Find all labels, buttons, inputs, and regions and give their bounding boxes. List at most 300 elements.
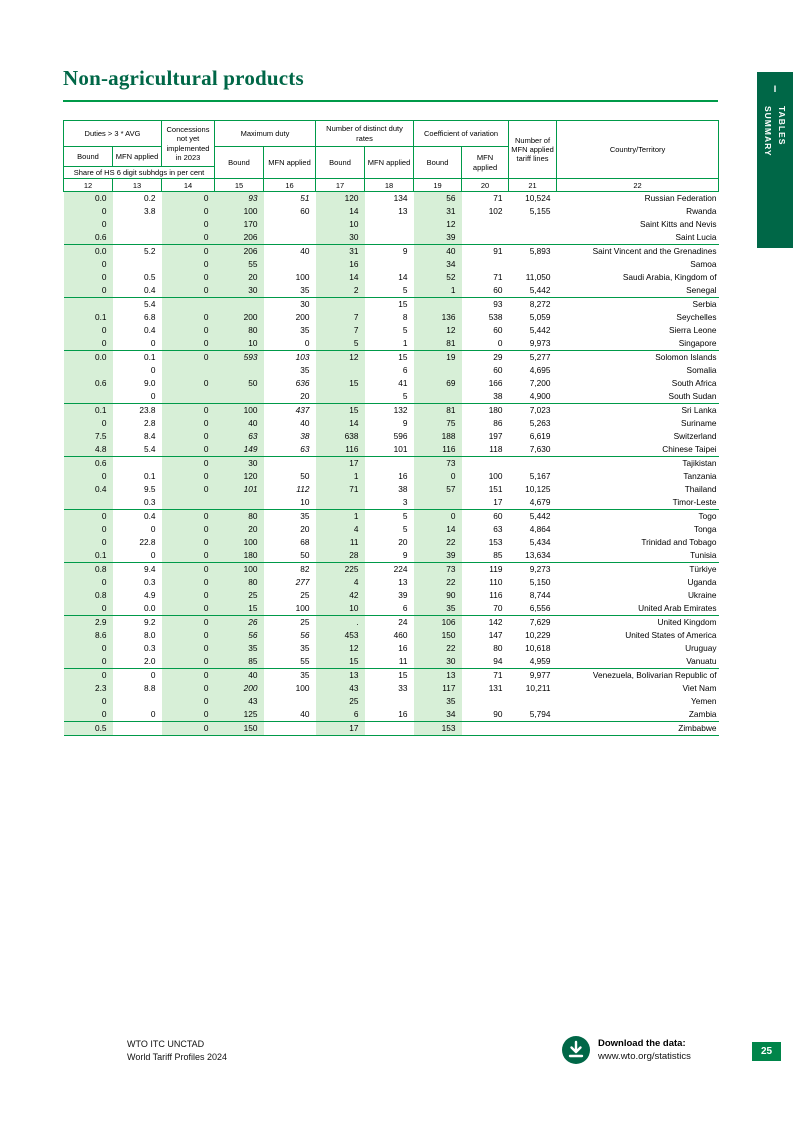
value-cell: 80 bbox=[248, 577, 258, 588]
value-cell: 0 bbox=[203, 193, 209, 204]
value-cell: 2 bbox=[316, 284, 365, 298]
country-cell: Zambia bbox=[557, 708, 719, 722]
column-number: 19 bbox=[414, 179, 462, 192]
value-cell: 55 bbox=[248, 259, 258, 270]
value-cell: 30 bbox=[215, 284, 264, 298]
value-cell: 100 bbox=[243, 405, 258, 416]
value-cell: 42 bbox=[349, 590, 359, 601]
value-cell bbox=[462, 218, 509, 231]
value-cell: 0 bbox=[101, 259, 107, 270]
value-cell: 14 bbox=[398, 272, 408, 283]
value-cell: 0 bbox=[462, 337, 509, 351]
value-cell bbox=[113, 258, 162, 271]
value-cell: 35 bbox=[300, 643, 310, 654]
table-row bbox=[64, 284, 719, 298]
value-cell: 40 bbox=[264, 708, 316, 722]
value-cell bbox=[509, 695, 557, 708]
table-row bbox=[64, 669, 719, 683]
value-cell: 30 bbox=[248, 458, 258, 469]
value-cell bbox=[509, 231, 557, 245]
value-cell: 0 bbox=[101, 577, 107, 588]
value-cell: 91 bbox=[493, 246, 503, 257]
table-row bbox=[64, 298, 719, 312]
table-row bbox=[64, 470, 719, 483]
table-row bbox=[64, 192, 719, 206]
value-cell: 0 bbox=[203, 617, 209, 628]
value-cell: 538 bbox=[488, 312, 503, 323]
country-cell: Togo bbox=[698, 511, 717, 522]
value-cell: 22 bbox=[446, 577, 456, 588]
value-cell: 0 bbox=[203, 643, 209, 654]
value-cell: 0.2 bbox=[143, 193, 156, 204]
value-cell: 6 bbox=[365, 602, 414, 616]
value-cell: 0 bbox=[203, 418, 209, 429]
country-cell: Rwanda bbox=[686, 206, 717, 217]
value-cell bbox=[509, 457, 557, 471]
table-row bbox=[64, 496, 719, 510]
value-cell bbox=[365, 218, 414, 231]
value-cell bbox=[64, 390, 113, 404]
value-cell: 34 bbox=[414, 708, 462, 722]
value-cell: 0 bbox=[203, 246, 209, 257]
value-cell: 52 bbox=[446, 272, 456, 283]
value-cell: 100 bbox=[264, 602, 316, 616]
value-cell: 0.0 bbox=[113, 602, 162, 616]
value-cell: 0.4 bbox=[143, 325, 156, 336]
value-cell bbox=[113, 218, 162, 231]
value-cell: 0 bbox=[162, 708, 215, 722]
value-cell: 437 bbox=[295, 405, 310, 416]
value-cell: 1 bbox=[353, 511, 359, 522]
value-cell: 0 bbox=[101, 537, 107, 548]
value-cell: 0 bbox=[64, 708, 113, 722]
value-cell: 0 bbox=[162, 231, 215, 245]
value-cell: 41 bbox=[398, 378, 408, 389]
value-cell: 166 bbox=[488, 378, 503, 389]
table-row bbox=[64, 629, 719, 642]
value-cell: 15 bbox=[398, 352, 408, 363]
value-cell: 0 bbox=[203, 564, 209, 575]
value-cell: 0 bbox=[101, 670, 107, 681]
value-cell: 638 bbox=[344, 431, 359, 442]
value-cell: 0.5 bbox=[143, 272, 156, 283]
country-cell: Russian Federation bbox=[644, 193, 717, 204]
value-cell: 8 bbox=[402, 312, 408, 323]
table-row bbox=[64, 324, 719, 337]
header-bound: Bound bbox=[64, 147, 113, 167]
value-cell: 4.8 bbox=[64, 443, 113, 457]
value-cell: 100 bbox=[488, 471, 503, 482]
value-cell bbox=[316, 496, 365, 510]
value-cell: 50 bbox=[300, 471, 310, 482]
value-cell bbox=[113, 457, 162, 471]
country-cell: Saint Kitts and Nevis bbox=[639, 219, 717, 230]
table-row bbox=[64, 404, 719, 418]
value-cell: 71 bbox=[349, 484, 359, 495]
value-cell: 5,442 bbox=[529, 511, 551, 522]
value-cell: 20 bbox=[398, 537, 408, 548]
value-cell: 0.0 bbox=[94, 352, 107, 363]
value-cell: 40 bbox=[300, 418, 310, 429]
value-cell: 132 bbox=[393, 405, 408, 416]
footer-publication: World Tariff Profiles 2024 bbox=[127, 1052, 228, 1062]
value-cell: 8,744 bbox=[529, 590, 551, 601]
country-cell: Tonga bbox=[693, 524, 717, 535]
value-cell: 8.4 bbox=[143, 431, 156, 442]
value-cell: 10,524 bbox=[525, 193, 551, 204]
value-cell: 30 bbox=[316, 231, 365, 245]
value-cell: 5.4 bbox=[113, 443, 162, 457]
value-cell: 35 bbox=[300, 670, 310, 681]
value-cell: 29 bbox=[493, 352, 503, 363]
value-cell: 9 bbox=[365, 549, 414, 563]
value-cell: 7 bbox=[353, 325, 359, 336]
value-cell: 200 bbox=[243, 312, 258, 323]
value-cell: 20 bbox=[264, 390, 316, 404]
value-cell: 68 bbox=[300, 537, 310, 548]
value-cell: 0 bbox=[203, 272, 209, 283]
value-cell: 43 bbox=[349, 683, 359, 694]
value-cell: 0 bbox=[162, 722, 215, 736]
value-cell: 13 bbox=[446, 670, 456, 681]
value-cell: 81 bbox=[414, 337, 462, 351]
column-number: 16 bbox=[264, 179, 316, 192]
value-cell: 6,556 bbox=[509, 602, 557, 616]
value-cell: 0 bbox=[162, 549, 215, 563]
value-cell: 14 bbox=[446, 524, 456, 535]
value-cell: 5 bbox=[316, 337, 365, 351]
value-cell: 40 bbox=[300, 246, 310, 257]
value-cell: 0.8 bbox=[94, 590, 107, 601]
table-row bbox=[64, 695, 719, 708]
value-cell: 31 bbox=[349, 246, 359, 257]
value-cell: 0 bbox=[101, 696, 107, 707]
country-cell: Vanuatu bbox=[557, 655, 719, 669]
value-cell: 0 bbox=[150, 365, 156, 376]
value-cell bbox=[365, 231, 414, 245]
value-cell: 2.3 bbox=[94, 683, 107, 694]
value-cell: 0 bbox=[162, 602, 215, 616]
value-cell: 8.6 bbox=[94, 630, 107, 641]
value-cell: 225 bbox=[344, 564, 359, 575]
value-cell: 12 bbox=[349, 352, 359, 363]
value-cell: 593 bbox=[243, 352, 258, 363]
value-cell: 120 bbox=[243, 471, 258, 482]
header-duties: Duties > 3 * AVG bbox=[64, 121, 162, 147]
value-cell: 39 bbox=[414, 549, 462, 563]
country-cell: Solomon Islands bbox=[655, 352, 717, 363]
value-cell: 101 bbox=[365, 443, 414, 457]
value-cell bbox=[215, 364, 264, 377]
value-cell: 4,679 bbox=[509, 496, 557, 510]
value-cell bbox=[264, 218, 316, 231]
value-cell: 20 bbox=[248, 524, 258, 535]
value-cell: 13 bbox=[398, 577, 408, 588]
value-cell: 149 bbox=[215, 443, 264, 457]
value-cell: 6.8 bbox=[143, 312, 156, 323]
table-row bbox=[64, 218, 719, 231]
value-cell: 100 bbox=[243, 206, 258, 217]
value-cell bbox=[365, 457, 414, 471]
value-cell: 0 bbox=[450, 471, 456, 482]
value-cell: 71 bbox=[493, 272, 503, 283]
value-cell: 30 bbox=[414, 655, 462, 669]
value-cell: 101 bbox=[243, 484, 258, 495]
value-cell: 85 bbox=[215, 655, 264, 669]
value-cell: 0 bbox=[113, 337, 162, 351]
value-cell: 8.0 bbox=[143, 630, 156, 641]
table-row bbox=[64, 364, 719, 377]
value-cell: 206 bbox=[215, 231, 264, 245]
value-cell: 14 bbox=[349, 418, 359, 429]
value-cell: 4 bbox=[353, 577, 359, 588]
value-cell: 134 bbox=[393, 193, 408, 204]
value-cell bbox=[316, 364, 365, 377]
value-cell: 5,434 bbox=[529, 537, 551, 548]
country-cell: Saudi Arabia, Kingdom of bbox=[622, 272, 717, 283]
value-cell: 0 bbox=[203, 577, 209, 588]
header-mfn-applied: MFN applied bbox=[264, 147, 316, 179]
value-cell bbox=[162, 364, 215, 377]
value-cell: 5 bbox=[365, 284, 414, 298]
value-cell: 5,263 bbox=[529, 418, 551, 429]
value-cell: 0.3 bbox=[113, 496, 162, 510]
value-cell bbox=[113, 695, 162, 708]
value-cell: 60 bbox=[462, 284, 509, 298]
header-mfn-applied: MFN applied bbox=[462, 147, 509, 179]
value-cell: . bbox=[356, 617, 359, 628]
country-cell: Sri Lanka bbox=[681, 405, 717, 416]
country-cell: Senegal bbox=[557, 284, 719, 298]
value-cell: 1 bbox=[365, 337, 414, 351]
value-cell: 0 bbox=[64, 284, 113, 298]
value-cell: 5.4 bbox=[143, 299, 156, 310]
header-distinct-rates: Number of distinct duty rates bbox=[316, 121, 414, 147]
value-cell: 2.9 bbox=[94, 617, 107, 628]
value-cell: 10 bbox=[349, 219, 359, 230]
value-cell: 63 bbox=[493, 524, 503, 535]
value-cell: 0 bbox=[64, 655, 113, 669]
tariff-table bbox=[63, 120, 719, 736]
value-cell: 26 bbox=[248, 617, 258, 628]
value-cell: 90 bbox=[446, 590, 456, 601]
value-cell: 2.8 bbox=[143, 418, 156, 429]
value-cell: 73 bbox=[446, 458, 456, 469]
value-cell: 0 bbox=[203, 206, 209, 217]
country-cell: Seychelles bbox=[676, 312, 717, 323]
value-cell: 0.3 bbox=[143, 643, 156, 654]
value-cell: 0 bbox=[203, 471, 209, 482]
table-row bbox=[64, 351, 719, 365]
value-cell: 170 bbox=[243, 219, 258, 230]
value-cell: 93 bbox=[493, 299, 503, 310]
country-cell: Chinese Taipei bbox=[557, 443, 719, 457]
value-cell: 9.0 bbox=[143, 378, 156, 389]
section-number: I bbox=[773, 84, 777, 94]
value-cell: 63 bbox=[264, 443, 316, 457]
value-cell bbox=[365, 722, 414, 736]
value-cell: 0.5 bbox=[64, 722, 113, 736]
value-cell bbox=[414, 496, 462, 510]
value-cell: 50 bbox=[264, 549, 316, 563]
value-cell: 6 bbox=[316, 708, 365, 722]
value-cell: 3.8 bbox=[143, 206, 156, 217]
value-cell: 10 bbox=[215, 337, 264, 351]
value-cell: 0 bbox=[162, 655, 215, 669]
value-cell bbox=[365, 258, 414, 271]
value-cell: 118 bbox=[462, 443, 509, 457]
value-cell: 0 bbox=[264, 337, 316, 351]
table-row bbox=[64, 443, 719, 457]
value-cell: 9 bbox=[402, 246, 408, 257]
value-cell bbox=[64, 298, 113, 312]
value-cell: 103 bbox=[295, 352, 310, 363]
value-cell: 9.5 bbox=[143, 484, 156, 495]
column-number: 12 bbox=[64, 179, 113, 192]
value-cell: 0.0 bbox=[94, 246, 107, 257]
value-cell bbox=[365, 695, 414, 708]
value-cell bbox=[414, 390, 462, 404]
value-cell: 277 bbox=[295, 577, 310, 588]
value-cell: 5,794 bbox=[509, 708, 557, 722]
value-cell: 60 bbox=[300, 206, 310, 217]
value-cell: 25 bbox=[349, 696, 359, 707]
footer-org bbox=[127, 1038, 227, 1064]
download-icon bbox=[562, 1036, 590, 1064]
value-cell: 16 bbox=[365, 708, 414, 722]
header-bound: Bound bbox=[414, 147, 462, 179]
value-cell: 9,977 bbox=[529, 670, 551, 681]
value-cell: 15 bbox=[398, 670, 408, 681]
header-maximum-duty: Maximum duty bbox=[215, 121, 316, 147]
value-cell bbox=[162, 390, 215, 404]
header-bound: Bound bbox=[316, 147, 365, 179]
value-cell: 102 bbox=[488, 206, 503, 217]
country-cell: Türkiye bbox=[689, 564, 717, 575]
download-label: Download the data: bbox=[598, 1038, 686, 1049]
table-row bbox=[64, 722, 719, 736]
value-cell: 56 bbox=[446, 193, 456, 204]
value-cell: 7,023 bbox=[529, 405, 551, 416]
value-cell: 75 bbox=[446, 418, 456, 429]
value-cell: 7,629 bbox=[529, 617, 551, 628]
value-cell: 147 bbox=[488, 630, 503, 641]
country-cell: Saint Vincent and the Grenadines bbox=[592, 246, 717, 257]
country-cell: Tunisia bbox=[557, 549, 719, 563]
value-cell bbox=[462, 231, 509, 245]
value-cell: 20 bbox=[248, 272, 258, 283]
value-cell: 9,273 bbox=[529, 564, 551, 575]
value-cell bbox=[264, 231, 316, 245]
value-cell: 5,167 bbox=[529, 471, 551, 482]
value-cell: 5 bbox=[365, 390, 414, 404]
value-cell: 38 bbox=[300, 431, 310, 442]
value-cell: 0.1 bbox=[143, 352, 156, 363]
value-cell: 56 bbox=[300, 630, 310, 641]
value-cell: 35 bbox=[300, 511, 310, 522]
value-cell: 0.6 bbox=[94, 378, 107, 389]
title-rule bbox=[63, 100, 718, 102]
value-cell: 0 bbox=[101, 325, 107, 336]
value-cell: 116 bbox=[489, 590, 503, 601]
value-cell: 10 bbox=[264, 496, 316, 510]
value-cell: 224 bbox=[393, 564, 408, 575]
country-cell: United Kingdom bbox=[657, 617, 717, 628]
value-cell: 81 bbox=[446, 405, 456, 416]
table-row bbox=[64, 523, 719, 536]
value-cell: 35 bbox=[414, 602, 462, 616]
value-cell: 80 bbox=[493, 643, 503, 654]
value-cell: 116 bbox=[316, 443, 365, 457]
value-cell: 57 bbox=[446, 484, 456, 495]
value-cell: 200 bbox=[243, 683, 258, 694]
value-cell: 188 bbox=[441, 431, 456, 442]
value-cell: 5,155 bbox=[529, 206, 551, 217]
value-cell bbox=[215, 496, 264, 510]
value-cell: 153 bbox=[414, 722, 462, 736]
table-row bbox=[64, 589, 719, 602]
value-cell: 6 bbox=[402, 365, 408, 376]
value-cell: 56 bbox=[248, 630, 258, 641]
value-cell: 131 bbox=[488, 683, 503, 694]
value-cell: 17 bbox=[316, 722, 365, 736]
download-url-link[interactable]: www.wto.org/statistics bbox=[598, 1051, 691, 1062]
value-cell: 117 bbox=[442, 683, 456, 694]
value-cell bbox=[414, 298, 462, 312]
value-cell: 24 bbox=[398, 617, 408, 628]
value-cell: 0 bbox=[101, 643, 107, 654]
country-cell: Ukraine bbox=[687, 590, 717, 601]
table-row bbox=[64, 536, 719, 549]
value-cell: 120 bbox=[344, 193, 359, 204]
value-cell: 13 bbox=[398, 206, 408, 217]
value-cell bbox=[113, 722, 162, 736]
value-cell: 85 bbox=[462, 549, 509, 563]
value-cell: 55 bbox=[264, 655, 316, 669]
value-cell: 112 bbox=[296, 484, 310, 495]
value-cell bbox=[64, 364, 113, 377]
value-cell: 0 bbox=[203, 683, 209, 694]
value-cell: 0.6 bbox=[94, 458, 107, 469]
value-cell: 5 bbox=[402, 524, 408, 535]
value-cell: 86 bbox=[493, 418, 503, 429]
country-cell: Venezuela, Bolivarian Republic of bbox=[592, 670, 717, 681]
value-cell: 7 bbox=[353, 312, 359, 323]
value-cell: 0 bbox=[101, 524, 107, 535]
value-cell bbox=[462, 722, 509, 736]
value-cell: 150 bbox=[215, 722, 264, 736]
value-cell: 0 bbox=[113, 549, 162, 563]
value-cell: 71 bbox=[493, 193, 503, 204]
value-cell: 5,442 bbox=[529, 325, 551, 336]
value-cell: 9.2 bbox=[143, 617, 156, 628]
value-cell bbox=[215, 298, 264, 312]
value-cell: 71 bbox=[493, 670, 503, 681]
value-cell bbox=[215, 390, 264, 404]
table-row bbox=[64, 205, 719, 218]
table-row bbox=[64, 430, 719, 443]
value-cell: 80 bbox=[248, 511, 258, 522]
value-cell: 116 bbox=[414, 443, 462, 457]
value-cell bbox=[113, 231, 162, 245]
value-cell: 1 bbox=[414, 284, 462, 298]
header-mfn-applied: MFN applied bbox=[365, 147, 414, 179]
value-cell bbox=[509, 258, 557, 271]
value-cell: 0.4 bbox=[143, 511, 156, 522]
value-cell: 4,900 bbox=[509, 390, 557, 404]
value-cell: 2.0 bbox=[113, 655, 162, 669]
value-cell: 636 bbox=[295, 378, 310, 389]
